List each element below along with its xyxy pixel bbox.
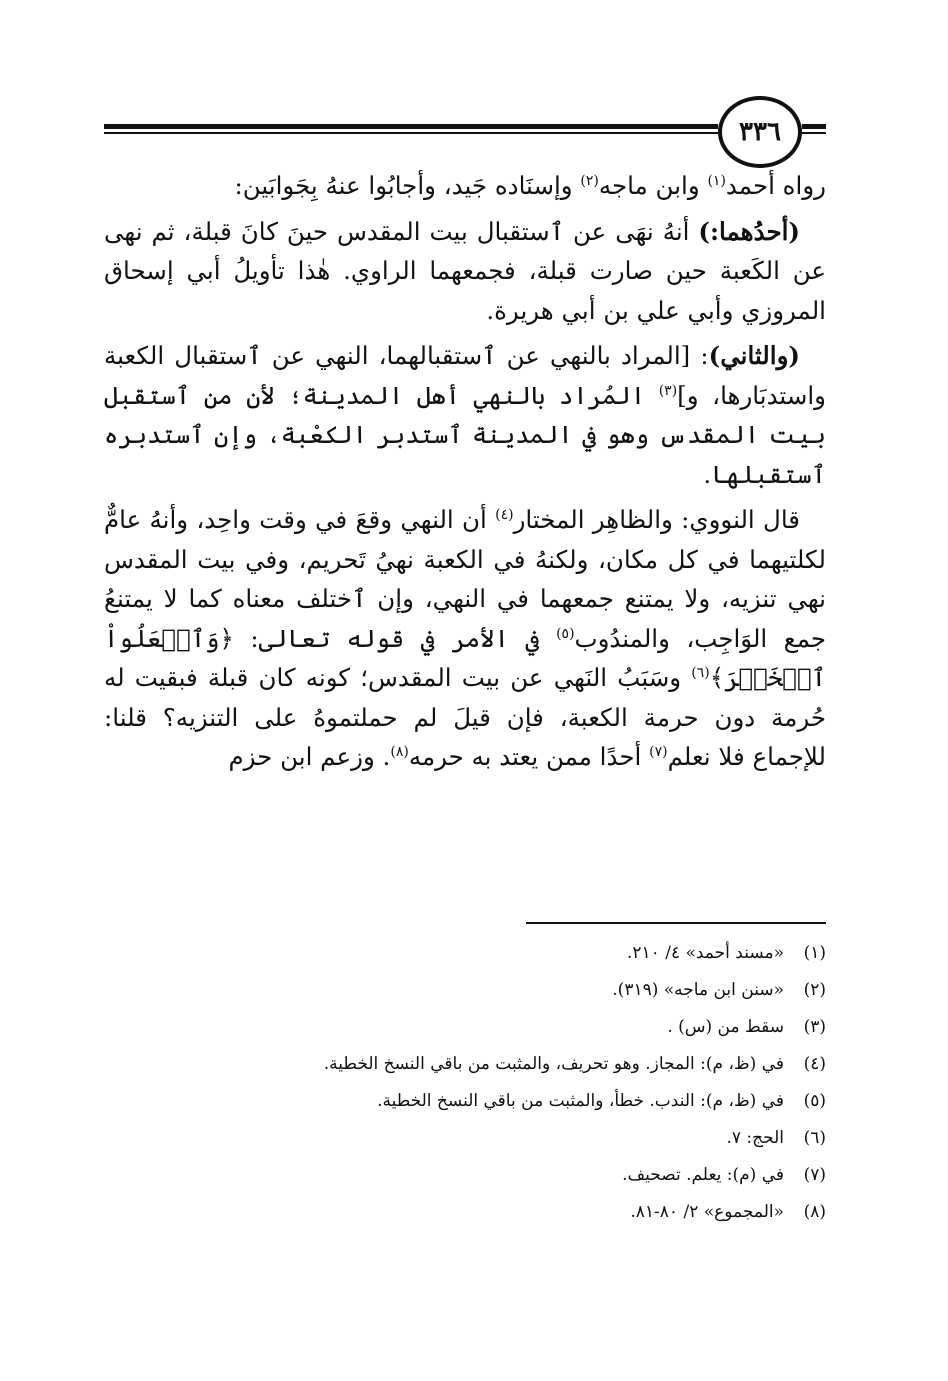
- footnote-2: [104, 971, 826, 1008]
- footnote-separator: [526, 922, 826, 924]
- text-run: أنهُ نهَى عن ٱستقبال بيت المقدس حينَ كانَ قبلة، ثم نهى عن الكَعبة حين صارت قبلة، فجمعهما الراوي. هٰذا تأويلُ أبي إسحاق المروزي وأبي علي بن أبي هريرة.: [104, 216, 826, 325]
- footnote-number: (٧): [803, 1164, 826, 1185]
- page-header: [0, 0, 948, 170]
- footnote-ref-1[interactable]: (١): [707, 172, 726, 189]
- footnote-number: (٤): [803, 1053, 826, 1074]
- footnote-number: (١): [803, 942, 826, 963]
- footnote-ref-2[interactable]: (٢): [580, 172, 599, 189]
- page-number: ٣٣٦: [718, 96, 802, 168]
- footnote-number: (٥): [803, 1090, 826, 1111]
- paragraph-3: [104, 336, 826, 494]
- paragraph-2: [104, 212, 826, 331]
- footnote-number: (٣): [803, 1016, 826, 1037]
- paragraph-label-second: (والثاني): [708, 341, 800, 370]
- header-rule-thin: [104, 132, 718, 134]
- header-rule-right-thin: [802, 132, 826, 134]
- footnote-text: سقط من (س) .: [667, 1016, 784, 1037]
- footnotes: [104, 934, 826, 1230]
- footnote-4: [104, 1045, 826, 1082]
- footnote-8: [104, 1193, 826, 1230]
- footnote-3: [104, 1008, 826, 1045]
- text-run: أحدًا ممن يعتد به حرمه: [408, 742, 650, 771]
- footnote-number: (٨): [803, 1201, 826, 1222]
- footnote-text: في (ظ، م): الندب. خطأ، والمثبت من باقي النسخ الخطية.: [377, 1090, 784, 1111]
- header-rule-right-thick: [802, 124, 826, 129]
- footnote-6: [104, 1119, 826, 1156]
- text-run: المُراد بالنهي أهل المدينة؛ لأن من ٱستقبل بيت المقدس وهو في المدينة ٱستدبر الكعْبة، وإن ٱستدبره ٱستقبلها.: [104, 380, 826, 489]
- text-run: : [المراد بالنهي عن ٱستقبالهما، النهي عن ٱستقبال الكعبة واستدبَارها، و]: [104, 341, 826, 410]
- footnote-5: [104, 1082, 826, 1119]
- paragraph-1: [104, 166, 826, 206]
- paragraph-4: [104, 500, 826, 777]
- text-run: وإسنَاده جَيد، وأجابُوا عنهُ بِجَوابَين:: [234, 171, 581, 200]
- footnote-ref-8[interactable]: (٨): [390, 743, 409, 760]
- footnote-text: الحج: ٧.: [726, 1127, 784, 1148]
- footnote-number: (٢): [803, 979, 826, 1000]
- footnote-text: في (م): يعلم. تصحيف.: [622, 1164, 784, 1185]
- paragraph-label-first: (أحدُهما:): [698, 216, 800, 246]
- footnote-ref-4[interactable]: (٤): [495, 506, 514, 523]
- text-run: . وزعم ابن حزم: [228, 742, 391, 771]
- text-run: في الأمر في قوله تعالى: ﴿وَٱفۡعَلُواْ ٱلۡخَيۡرَ﴾: [104, 623, 826, 692]
- text-run: وسَبَبُ النَهي عن بيت المقدس؛ كونه كان قبلة فبقيت له حُرمة دون حرمة الكعبة، فإن قيلَ لم حملتموهُ على التنزيه؟ قلنا: للإجماع فلا نعلم: [104, 663, 826, 771]
- footnote-7: [104, 1156, 826, 1193]
- text-run: وابن ماجه: [598, 171, 708, 200]
- footnote-text: «المجموع» ٢/ ٨٠-٨١.: [630, 1201, 784, 1222]
- text-run: رواه أحمد: [725, 171, 826, 200]
- header-rule-thick: [104, 124, 718, 129]
- footnote-ref-3[interactable]: (٣): [658, 382, 678, 399]
- footnote-text: «مسند أحمد» ٤/ ٢١٠.: [626, 942, 784, 963]
- text-run: قال النووي: والظاهِر المختار: [513, 505, 800, 534]
- text-run: أن النهي وقعَ في وقت واحِد، وأنهُ عامٌّ لكلتيهما في كل مكان، ولكنهُ في الكعبة نهيُ تَحريم، وفي بيت المقدس نهي تنزيه، ولا يمتنع جمعهما في النهي، وإن ٱختلف معناه كما لا يمتنعُ جمع الوَاجِب، والمندُوب: [104, 505, 826, 653]
- footnote-ref-7[interactable]: (٧): [649, 743, 668, 760]
- footnote-1: [104, 934, 826, 971]
- footnote-ref-6[interactable]: (٦): [691, 664, 710, 681]
- main-text: [104, 166, 826, 777]
- footnote-number: (٦): [803, 1127, 826, 1148]
- footnote-text: «سنن ابن ماجه» (٣١٩).: [612, 979, 784, 1000]
- footnote-text: في (ظ، م): المجاز. وهو تحريف، والمثبت من باقي النسخ الخطية.: [323, 1053, 784, 1074]
- footnote-ref-5[interactable]: (٥): [556, 625, 575, 642]
